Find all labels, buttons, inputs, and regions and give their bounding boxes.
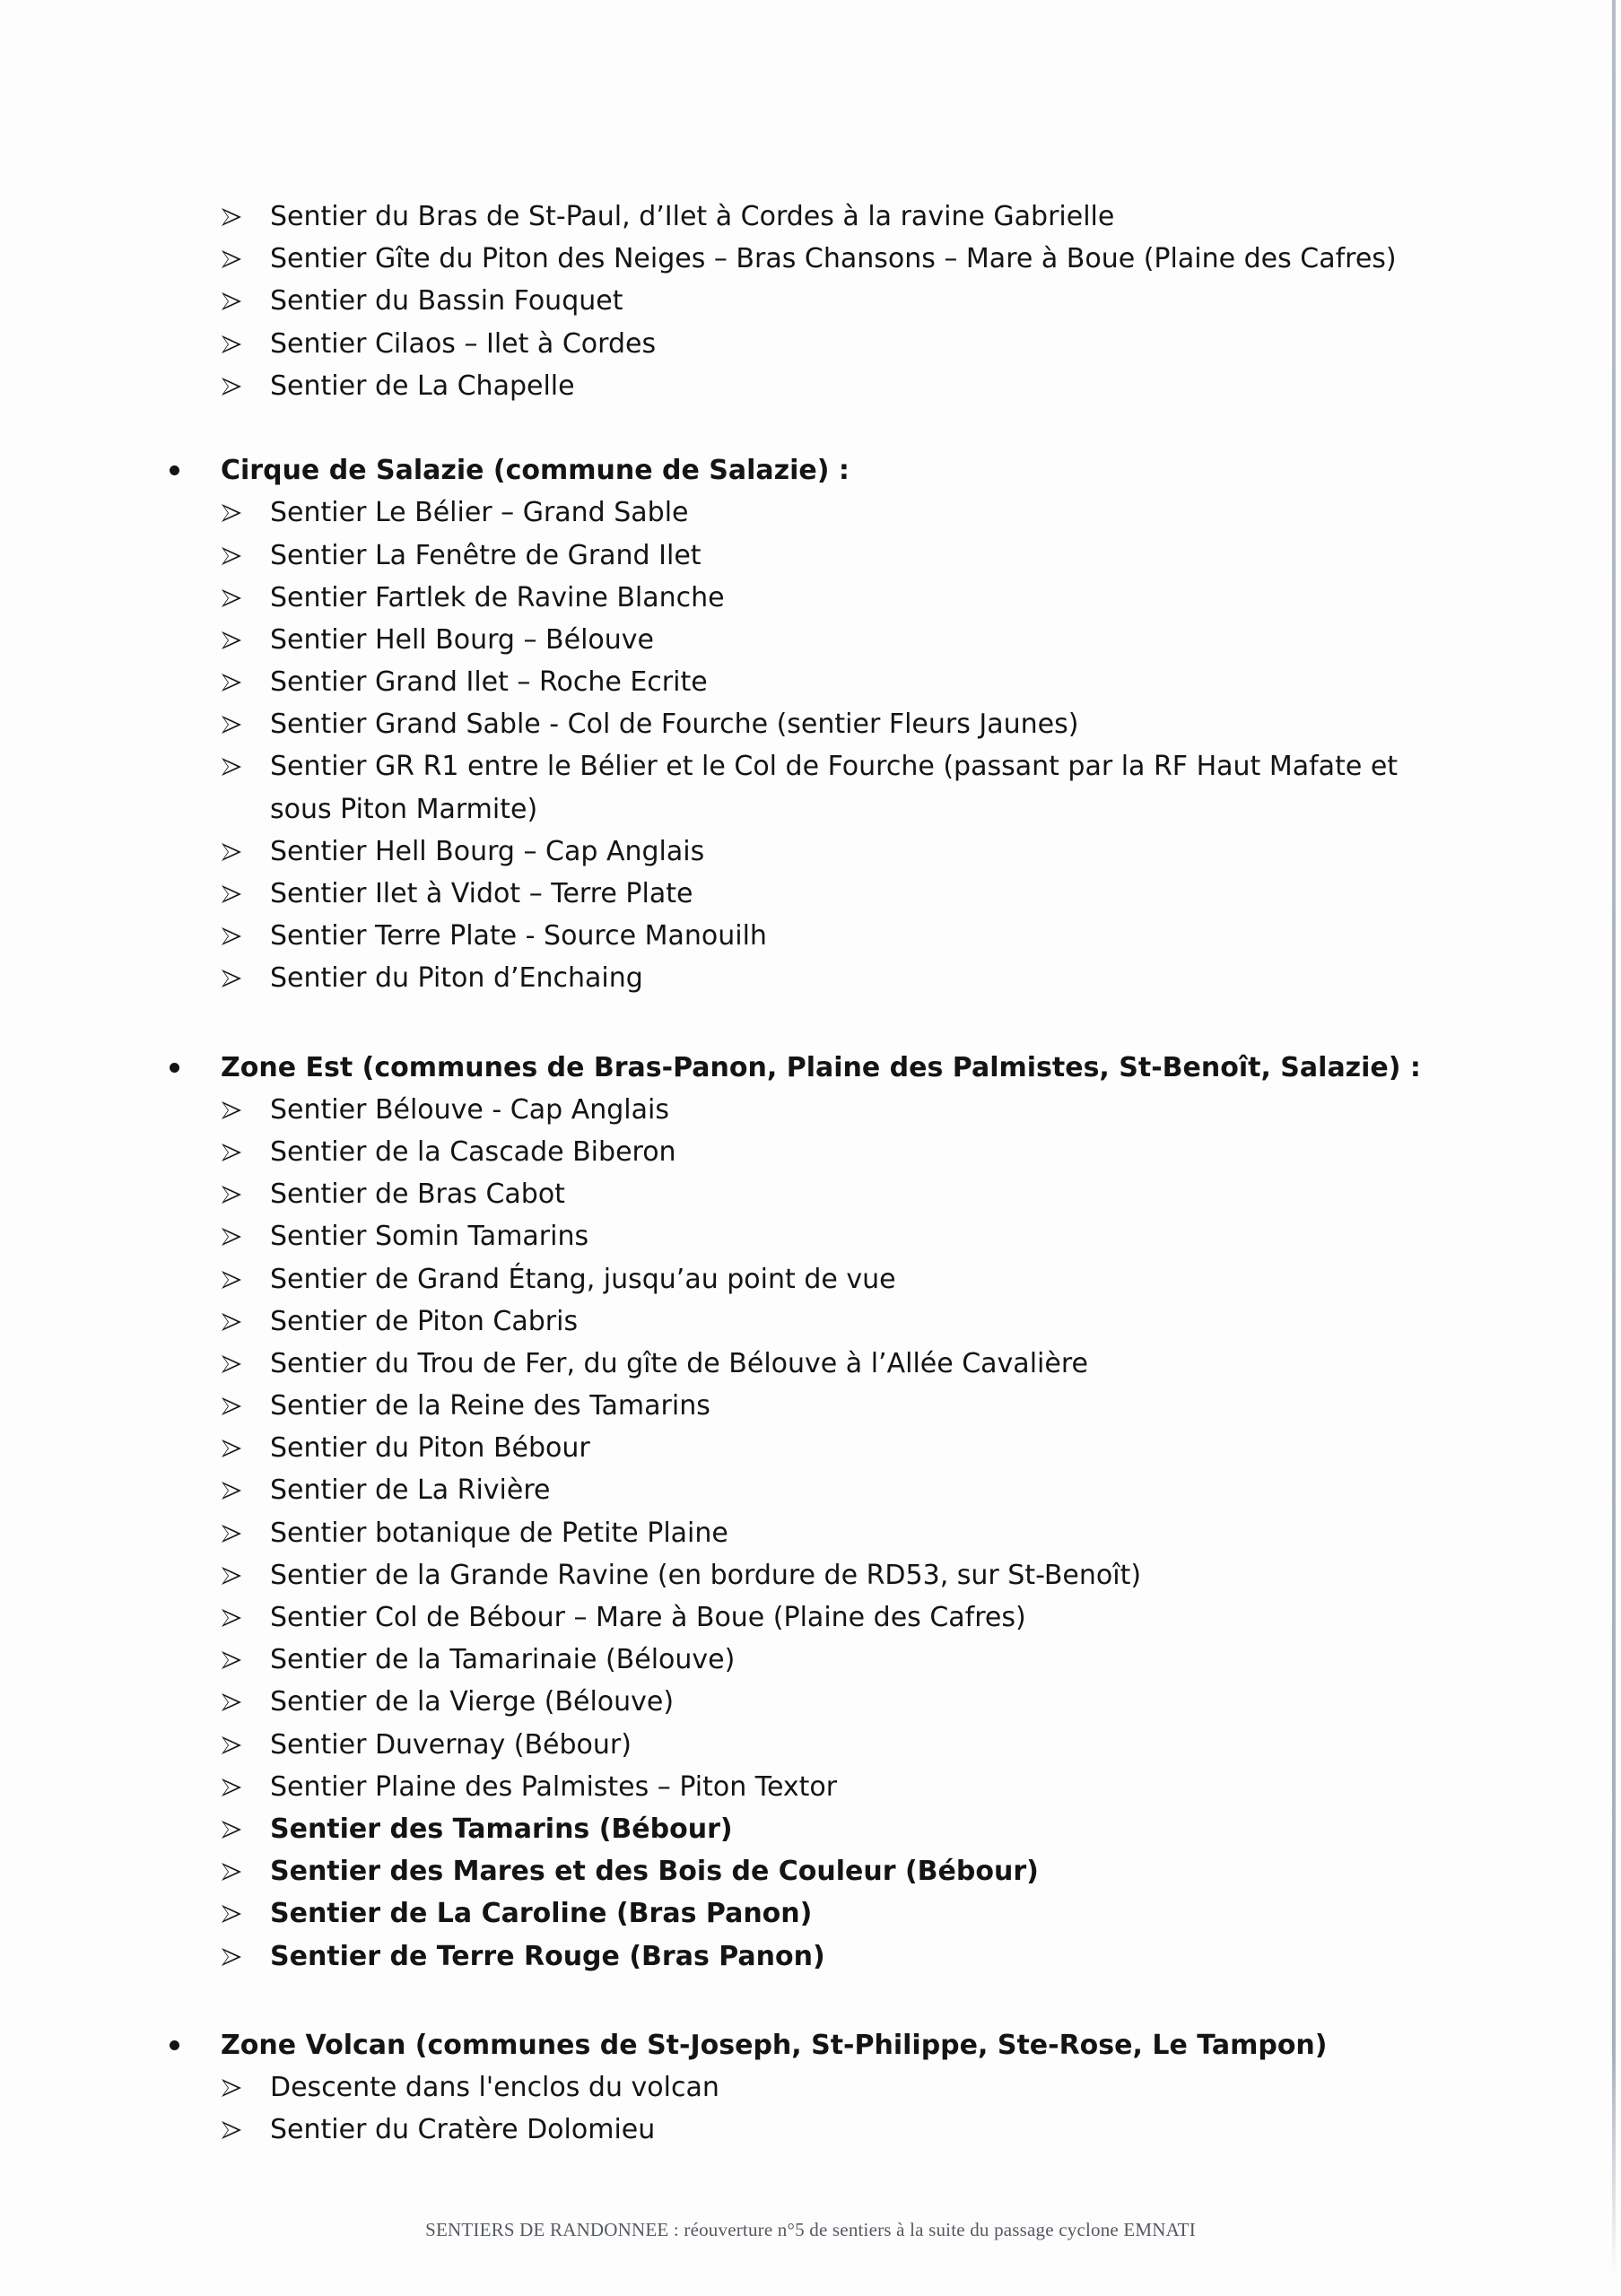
- list-item: [0, 1766, 1579, 1808]
- arrowhead-bullet-icon: [221, 1566, 242, 1586]
- list-item-text: Sentier Grand Ilet – Roche Ecrite: [270, 666, 708, 699]
- arrowhead-bullet-icon: [221, 588, 242, 608]
- round-bullet-icon: [170, 2040, 179, 2050]
- arrowhead-bullet-icon: [221, 1778, 242, 1797]
- arrowhead-bullet-icon: [221, 1100, 242, 1120]
- list-item-text: Sentier de la Cascade Biberon: [270, 1135, 676, 1168]
- section-cirque-de-salazie: [0, 449, 1579, 999]
- continued-section: [0, 196, 1579, 407]
- arrowhead-bullet-icon: [221, 377, 242, 396]
- arrowhead-bullet-icon: [221, 969, 242, 988]
- arrowhead-bullet-icon: [221, 631, 242, 650]
- arrowhead-bullet-icon: [221, 715, 242, 735]
- section-heading-text: Cirque de Salazie (commune de Salazie) :: [221, 455, 850, 487]
- list-item-text: Sentier Hell Bourg – Cap Anglais: [270, 835, 705, 867]
- list-item: [0, 1173, 1579, 1215]
- arrowhead-bullet-icon: [221, 1227, 242, 1247]
- list-item: [0, 323, 1579, 365]
- arrowhead-bullet-icon: [221, 2078, 242, 2098]
- arrowhead-bullet-icon: [221, 249, 242, 269]
- round-bullet-icon: [170, 465, 179, 475]
- list-item: [0, 1258, 1579, 1300]
- list-item: [0, 491, 1579, 534]
- list-item-text: Sentier Terre Plate - Source Manouilh: [270, 920, 767, 952]
- list-item: [0, 1089, 1579, 1131]
- list-item: [0, 873, 1579, 915]
- list-item-text: Sentier Cilaos – Ilet à Cordes: [270, 327, 657, 360]
- list-item-text-continuation: sous Piton Marmite): [270, 793, 538, 825]
- list-item-text: Sentier de La Chapelle: [270, 370, 575, 402]
- arrowhead-bullet-icon: [221, 1481, 242, 1500]
- arrowhead-bullet-icon: [221, 335, 242, 354]
- spacer: [0, 1978, 1579, 2024]
- list-item-text: Sentier du Piton d’Enchaing: [270, 962, 643, 995]
- list-item: [0, 535, 1579, 577]
- list-item-text: Sentier Hell Bourg – Bélouve: [270, 623, 654, 656]
- list-item-text: Sentier Ilet à Vidot – Terre Plate: [270, 878, 693, 909]
- arrowhead-bullet-icon: [221, 1947, 242, 1967]
- arrowhead-bullet-icon: [221, 1650, 242, 1670]
- list-item-text: Sentier des Mares et des Bois de Couleur (Bébour): [270, 1856, 1039, 1888]
- list-item: [0, 1554, 1579, 1596]
- arrowhead-bullet-icon: [221, 1354, 242, 1374]
- list-item-text: Sentier de la Tamarinaie (Bélouve): [270, 1644, 736, 1676]
- arrowhead-bullet-icon: [221, 757, 242, 777]
- list-item: [0, 831, 1579, 873]
- list-item: [0, 745, 1579, 787]
- spacer: [0, 1000, 1579, 1047]
- arrowhead-bullet-icon: [221, 1735, 242, 1755]
- arrowhead-bullet-icon: [221, 884, 242, 904]
- list-item-text: Sentier du Cratère Dolomieu: [270, 2114, 656, 2146]
- arrowhead-bullet-icon: [221, 546, 242, 566]
- section-heading-text: Zone Volcan (communes de St-Joseph, St-Philippe, Ste-Rose, Le Tampon): [221, 2029, 1328, 2061]
- arrowhead-bullet-icon: [221, 1270, 242, 1290]
- list-item-text: Sentier de Terre Rouge (Bras Panon): [270, 1940, 825, 1972]
- list-item-text: Sentier Fartlek de Ravine Blanche: [270, 581, 725, 613]
- list-item-text: Sentier du Bassin Fouquet: [270, 285, 623, 317]
- list-item: [0, 1724, 1579, 1766]
- list-item-text: Sentier de Grand Étang, jusqu’au point de vue: [270, 1263, 896, 1295]
- list-item-text: Sentier Duvernay (Bébour): [270, 1728, 632, 1761]
- list-item: [0, 2109, 1579, 2151]
- list-item-new: [0, 1850, 1579, 1892]
- arrowhead-bullet-icon: [221, 1904, 242, 1924]
- list-item-text: Sentier de Bras Cabot: [270, 1178, 565, 1211]
- arrowhead-bullet-icon: [221, 926, 242, 946]
- section-heading: [0, 1047, 1579, 1089]
- list-item-new: [0, 1935, 1579, 1978]
- list-item-text: Sentier du Piton Bébour: [270, 1432, 590, 1465]
- spacer: [0, 407, 1579, 449]
- list-item-text: Sentier Gîte du Piton des Neiges – Bras Chansons – Mare à Boue (Plaine des Cafres): [270, 243, 1397, 275]
- list-item: [0, 1469, 1579, 1511]
- list-item-text: Sentier Grand Sable - Col de Fourche (sentier Fleurs Jaunes): [270, 709, 1079, 741]
- list-item: [0, 577, 1579, 619]
- list-item: [0, 1131, 1579, 1173]
- list-item-text: Sentier GR R1 entre le Bélier et le Col de Fourche (passant par la RF Haut Mafate et: [270, 751, 1399, 783]
- page-edge-border: [1612, 0, 1616, 2278]
- list-item-text: Sentier du Bras de St-Paul, d’Ilet à Cordes à la ravine Gabrielle: [270, 201, 1115, 232]
- list-item-new: [0, 1892, 1579, 1935]
- list-item: [0, 957, 1579, 999]
- section-heading: [0, 449, 1579, 491]
- list-item-text: Descente dans l'enclos du volcan: [270, 2071, 719, 2103]
- list-item-text: Sentier botanique de Petite Plaine: [270, 1517, 728, 1549]
- list-item-text: Sentier du Trou de Fer, du gîte de Bélouve à l’Allée Cavalière: [270, 1347, 1088, 1379]
- arrowhead-bullet-icon: [221, 1185, 242, 1205]
- list-item: [0, 1427, 1579, 1469]
- list-item: [0, 1512, 1579, 1554]
- list-item: [0, 1215, 1579, 1257]
- list-item: [0, 619, 1579, 661]
- list-item-text: Sentier Plaine des Palmistes – Piton Textor: [270, 1770, 838, 1803]
- arrowhead-bullet-icon: [221, 1862, 242, 1882]
- list-item: [0, 1385, 1579, 1427]
- arrowhead-bullet-icon: [221, 207, 242, 227]
- section-zone-est: [0, 1047, 1579, 1978]
- arrowhead-bullet-icon: [221, 2120, 242, 2140]
- list-item: [0, 238, 1579, 280]
- list-item-text: Sentier Le Bélier – Grand Sable: [270, 497, 689, 529]
- arrowhead-bullet-icon: [221, 1608, 242, 1628]
- list-item: [0, 1596, 1579, 1639]
- arrowhead-bullet-icon: [221, 1439, 242, 1458]
- list-item: [0, 1639, 1579, 1681]
- list-item-text: Sentier La Fenêtre de Grand Ilet: [270, 539, 702, 571]
- list-item: [0, 2066, 1579, 2109]
- list-item: [0, 915, 1579, 957]
- list-item: [0, 196, 1579, 238]
- trail-list: [0, 196, 1579, 2151]
- list-item: [0, 1300, 1579, 1343]
- list-item-continuation: [0, 788, 1579, 831]
- list-item-text: Sentier de la Grande Ravine (en bordure de RD53, sur St-Benoît): [270, 1559, 1142, 1591]
- list-item-text: Sentier Col de Bébour – Mare à Boue (Plaine des Cafres): [270, 1602, 1026, 1633]
- arrowhead-bullet-icon: [221, 503, 242, 523]
- list-item-text: Sentier Somin Tamarins: [270, 1221, 589, 1253]
- list-item-text: Sentier de La Caroline (Bras Panon): [270, 1898, 813, 1930]
- list-item-text: Sentier Bélouve - Cap Anglais: [270, 1093, 669, 1126]
- list-item-text: Sentier de Piton Cabris: [270, 1305, 579, 1337]
- list-item-text: Sentier des Tamarins (Bébour): [270, 1813, 733, 1845]
- arrowhead-bullet-icon: [221, 1692, 242, 1712]
- list-item: [0, 1343, 1579, 1385]
- page-footer: SENTIERS DE RANDONNEE : réouverture n°5 de sentiers à la suite du passage cyclone EMNATI: [425, 2219, 1196, 2240]
- list-item: [0, 703, 1579, 745]
- arrowhead-bullet-icon: [221, 291, 242, 311]
- list-item-text: Sentier de la Vierge (Bélouve): [270, 1686, 675, 1718]
- list-item: [0, 365, 1579, 407]
- list-item-new: [0, 1808, 1579, 1850]
- arrowhead-bullet-icon: [221, 1143, 242, 1162]
- section-heading-text: Zone Est (communes de Bras-Panon, Plaine des Palmistes, St-Benoît, Salazie) :: [221, 1051, 1421, 1083]
- section-zone-volcan: [0, 2024, 1579, 2152]
- arrowhead-bullet-icon: [221, 673, 242, 692]
- section-heading: [0, 2024, 1579, 2066]
- list-item: [0, 1681, 1579, 1723]
- round-bullet-icon: [170, 1063, 179, 1073]
- arrowhead-bullet-icon: [221, 842, 242, 862]
- arrowhead-bullet-icon: [221, 1312, 242, 1332]
- list-item: [0, 661, 1579, 703]
- list-item: [0, 280, 1579, 322]
- arrowhead-bullet-icon: [221, 1396, 242, 1416]
- list-item-text: Sentier de La Rivière: [270, 1474, 551, 1507]
- arrowhead-bullet-icon: [221, 1820, 242, 1839]
- list-item-text: Sentier de la Reine des Tamarins: [270, 1390, 710, 1422]
- arrowhead-bullet-icon: [221, 1524, 242, 1544]
